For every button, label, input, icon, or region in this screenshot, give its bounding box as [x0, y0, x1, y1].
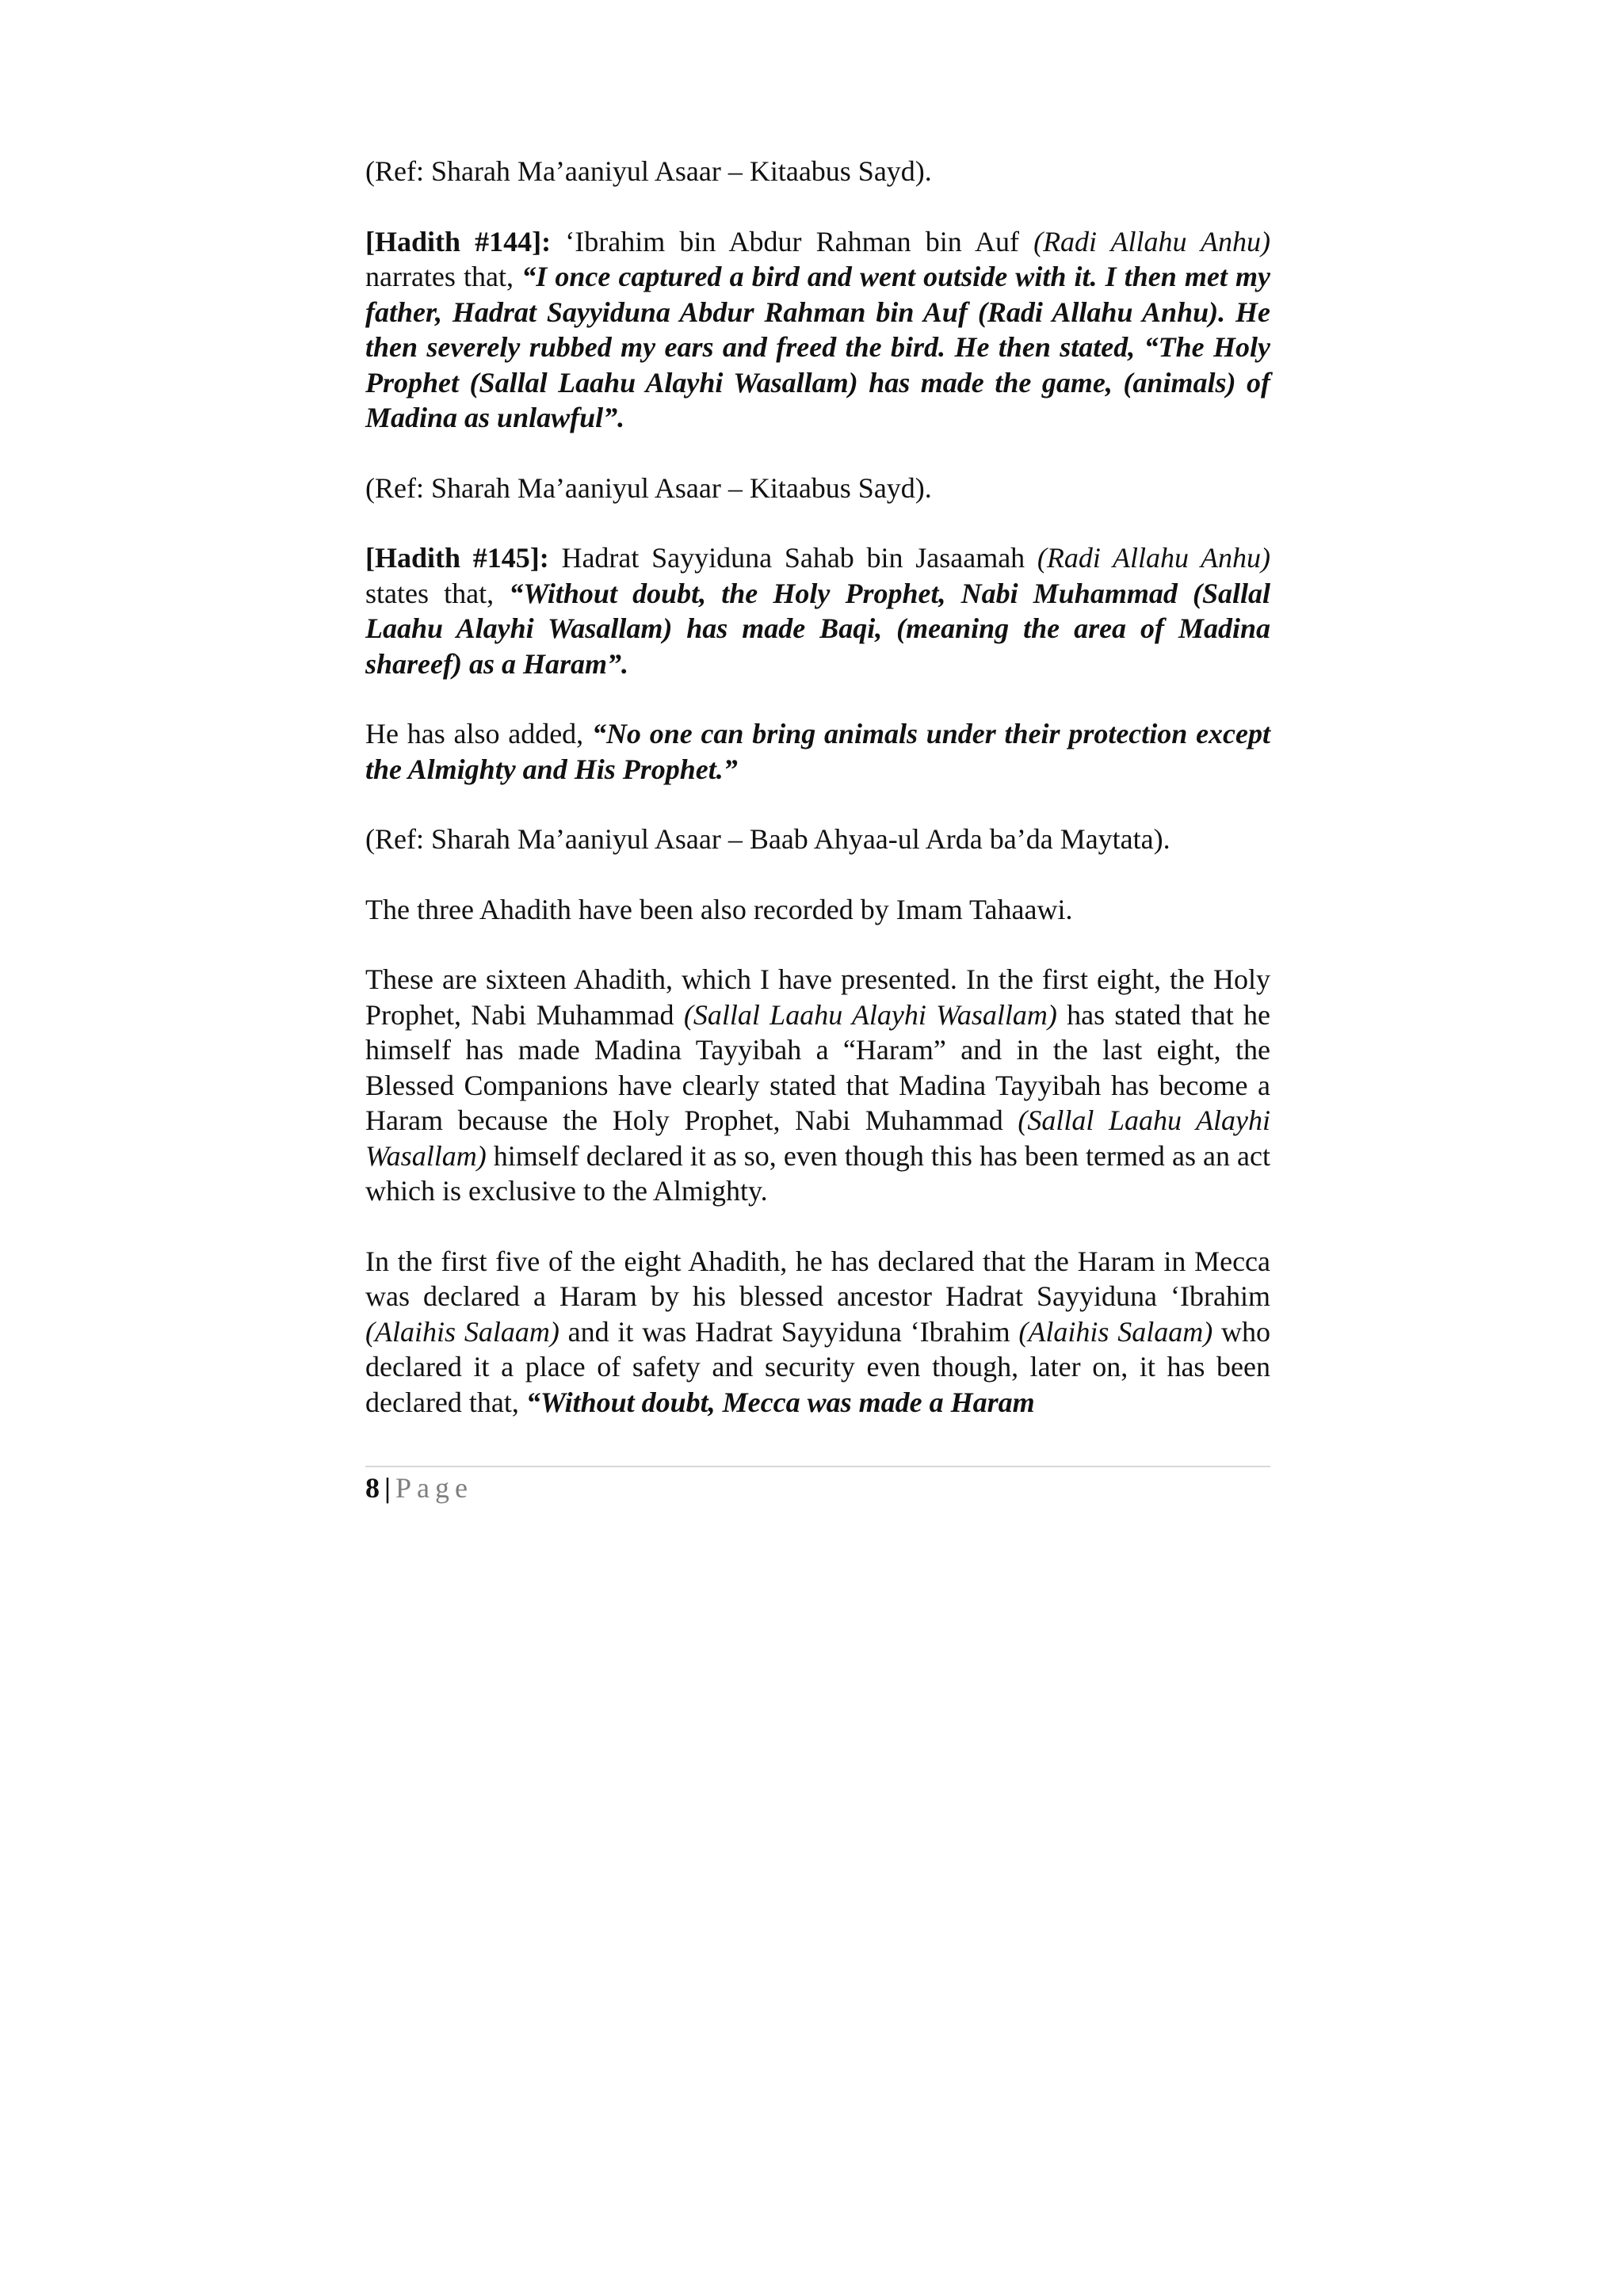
hadith-144-paragraph — [365, 224, 1270, 436]
body-text: and it was Hadrat Sayyiduna ‘Ibrahim — [559, 1315, 1019, 1348]
page-number: 8 — [365, 1472, 380, 1504]
narration-text: Hadrat Sayyiduna Sahab bin Jasaamah — [548, 542, 1037, 574]
document-body — [365, 154, 1270, 1455]
reference-text: (Ref: Sharah Ma’aaniyul Asaar – Kitaabus Sayd). — [365, 155, 932, 187]
body-text: himself declared it as so, even though this has been termed as an act which is exclusive to the Almighty. — [365, 1139, 1270, 1207]
hadith-145-paragraph — [365, 540, 1270, 681]
reference-text: (Ref: Sharah Ma’aaniyul Asaar – Baab Ahyaa-ul Arda ba’da Maytata). — [365, 823, 1170, 855]
reference-paragraph — [365, 822, 1270, 857]
honorific-text: (Sallal Laahu Alayhi Wasallam) — [365, 1104, 1270, 1172]
hadith-quote: “Without doubt, Mecca was made a Haram — [525, 1386, 1035, 1418]
narration-text: He has also added, — [365, 718, 592, 749]
body-text: who declared it a place of safety and security even though, later on, it has been declared that, — [365, 1315, 1271, 1418]
honorific-text: (Alaihis Salaam) — [1018, 1315, 1213, 1348]
footer-separator: | — [384, 1472, 391, 1504]
honorific-text: (Radi Allahu Anhu) — [1033, 225, 1271, 257]
addition-paragraph — [365, 716, 1270, 787]
honorific-text: (Radi Allahu Anhu) — [1037, 542, 1271, 574]
body-text: has stated that he himself has made Madina Tayyibah a “Haram” and in the last eight, the Blessed Companions have clearly stated that Madina Tayyibah has become a Haram because the Holy Prophet, Nabi Muhammad — [365, 998, 1270, 1136]
reference-text: (Ref: Sharah Ma’aaniyul Asaar – Kitaabus Sayd). — [365, 471, 932, 504]
footer-divider — [365, 1466, 1270, 1467]
commentary-paragraph — [365, 1244, 1270, 1421]
narration-text: states that, — [365, 577, 510, 609]
honorific-text: (Sallal Laahu Alayhi Wasallam) — [683, 998, 1057, 1031]
summary-paragraph — [365, 892, 1270, 928]
narration-text: narrates that, — [365, 261, 522, 292]
page-footer — [365, 1470, 473, 1505]
reference-paragraph — [365, 471, 1270, 506]
reference-paragraph — [365, 154, 1270, 189]
page-label: Page — [395, 1472, 473, 1504]
hadith-label: [Hadith #145]: — [365, 542, 549, 574]
body-text: In the first five of the eight Ahadith, he has declared that the Haram in Mecca was declared a Haram by his blessed ancestor Hadrat Sayyiduna ‘Ibrahim — [365, 1245, 1270, 1312]
body-text: The three Ahadith have been also recorded by Imam Tahaawi. — [365, 893, 1073, 925]
narration-text: ‘Ibrahim bin Abdur Rahman bin Auf — [551, 225, 1034, 257]
honorific-text: (Alaihis Salaam) — [365, 1315, 559, 1348]
body-text: These are sixteen Ahadith, which I have presented. In the first eight, the Holy Prophet, Nabi Muhammad — [365, 963, 1270, 1031]
hadith-quote: “Without doubt, the Holy Prophet, Nabi Muhammad (Sallal Laahu Alayhi Wasallam) has made Baqi, (meaning the area of Madina shareef) as a Haram”. — [365, 577, 1270, 680]
hadith-label: [Hadith #144]: — [365, 225, 552, 257]
hadith-quote: “No one can bring animals under their protection except the Almighty and His Prophet.” — [365, 718, 1271, 785]
hadith-quote: “I once captured a bird and went outside with it. I then met my father, Hadrat Sayyiduna Abdur Rahman bin Auf (Radi Allahu Anhu). He then severely rubbed my ears and freed the bird. He then stated, “The Holy Prophet (Sallal Laahu Alayhi Wasallam) has made the game, (animals) of Madina as unlawful”. — [365, 261, 1271, 433]
commentary-paragraph — [365, 962, 1270, 1209]
